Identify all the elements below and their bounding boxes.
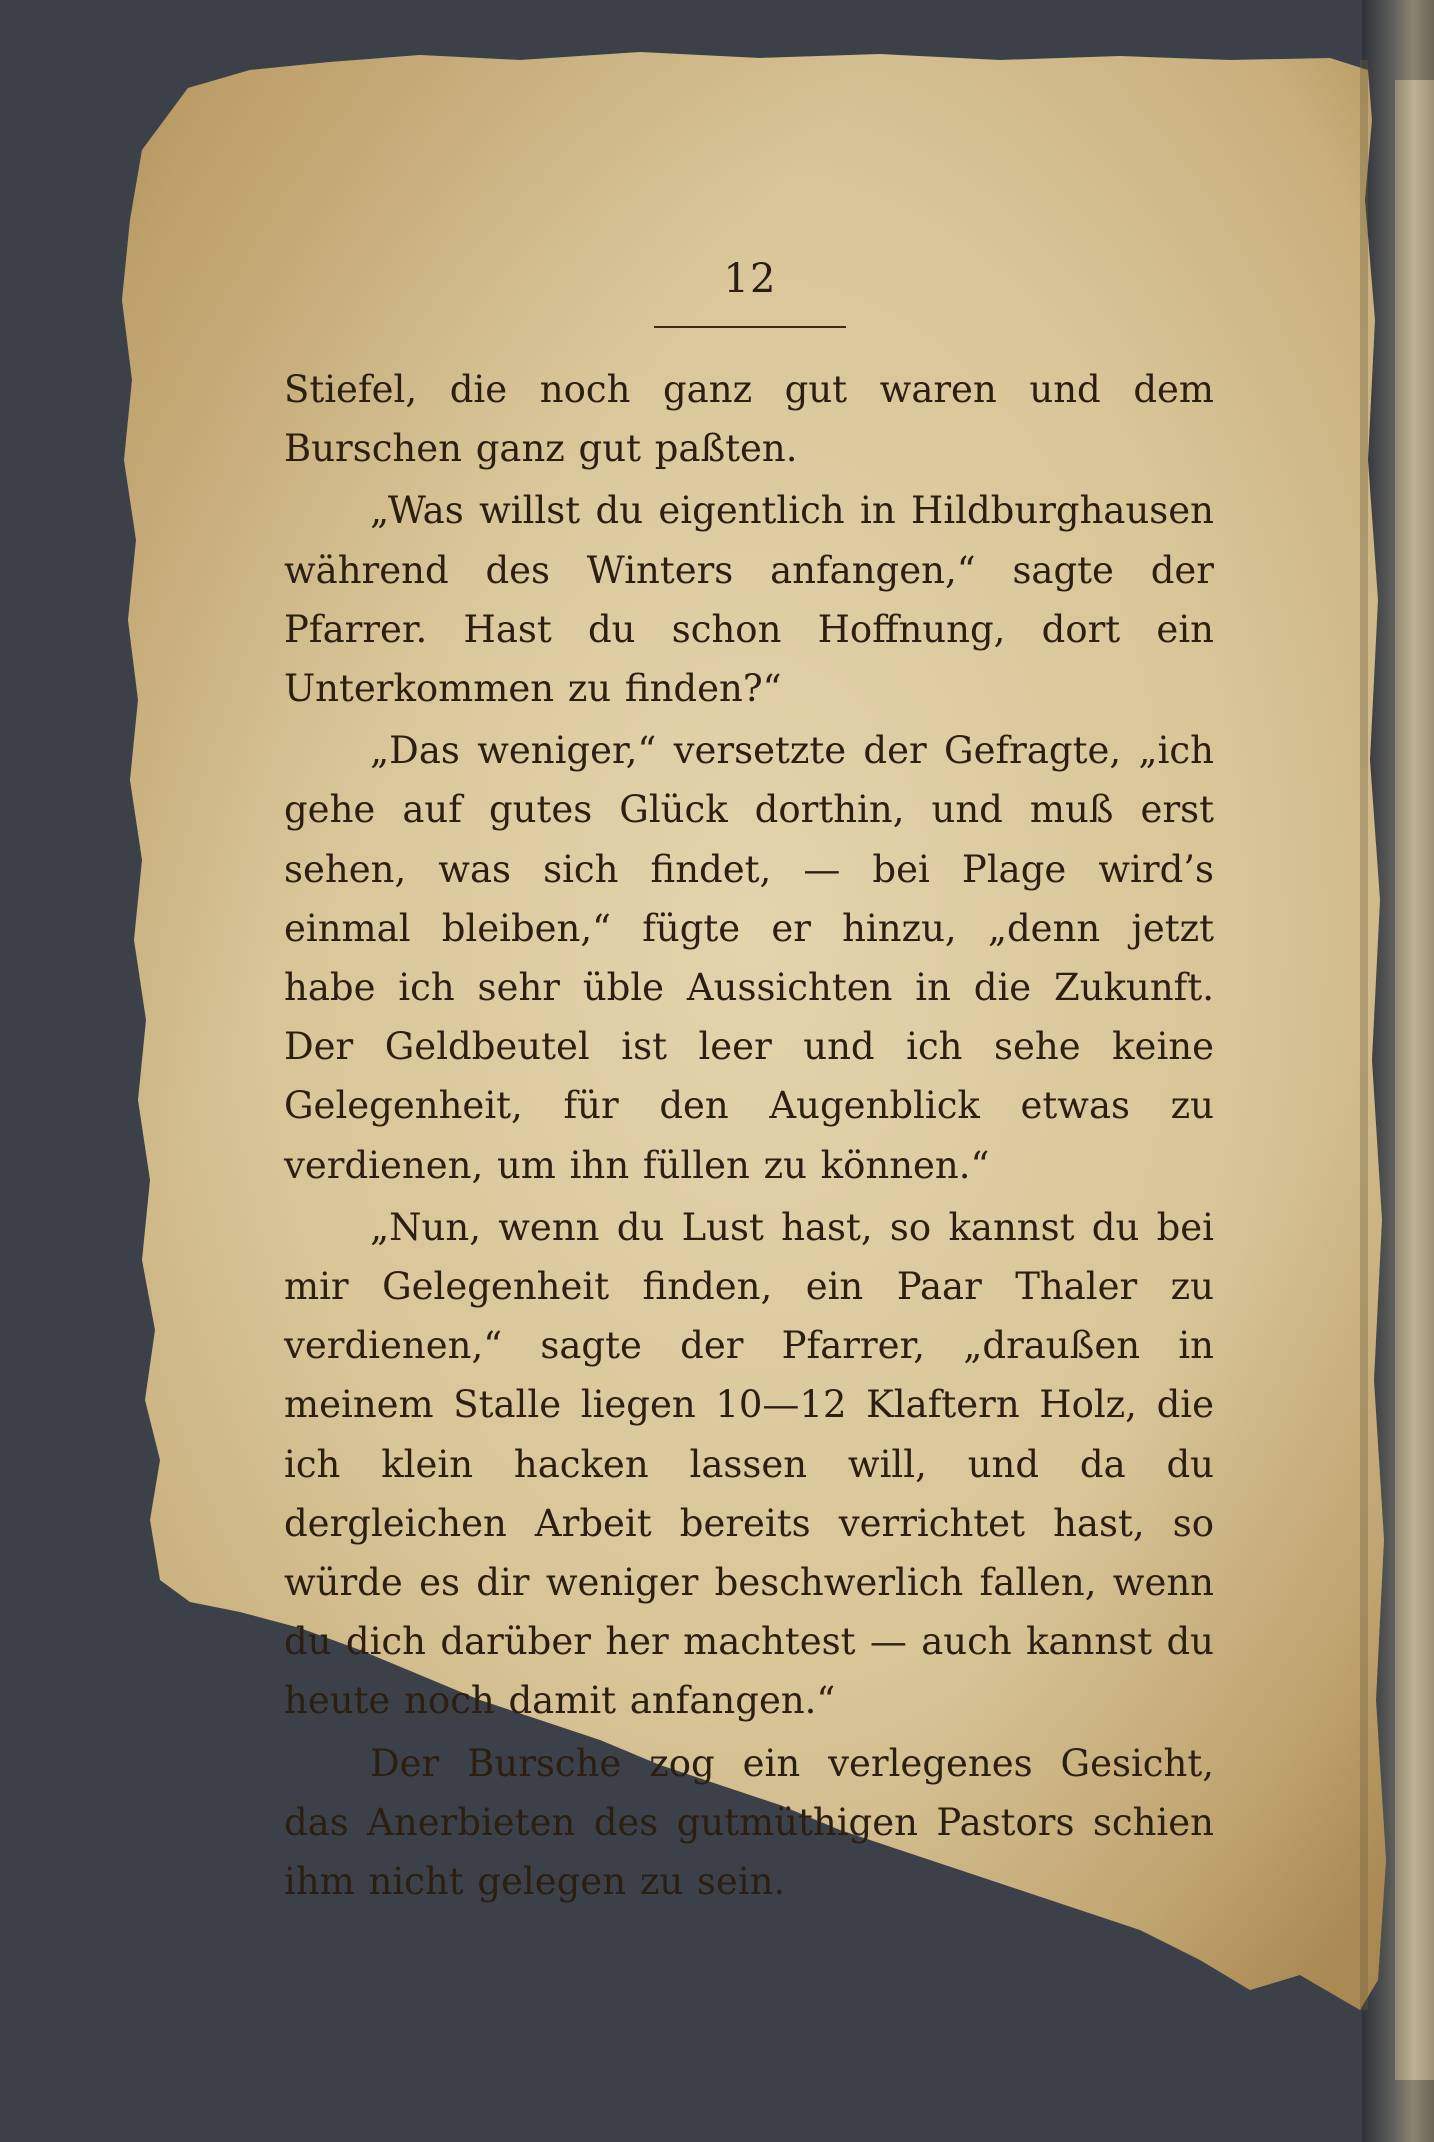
header-rule bbox=[654, 326, 846, 328]
body-text bbox=[284, 360, 1214, 1914]
paragraph: „Was willst du eigentlich in Hildburghausen während des Winters anfangen,“ sagte der Pfarrer. Hast du schon Hoffnung, dort ein Unterkommen zu finden?“ bbox=[284, 489, 1214, 711]
paragraph: „Das weniger,“ versetzte der Gefragte, „ich gehe auf gutes Glück dorthin, und muß erst sehen, was sich findet, — bei Plage wird’s einmal bleiben,“ fügte er hinzu, „denn jetzt habe ich sehr üble Aussichten in die Zukunft. Der Geldbeutel ist leer und ich sehe keine Gelegenheit, für den Augenblick etwas zu verdienen, um ihn füllen zu können.“ bbox=[284, 729, 1214, 1187]
paragraph: Stiefel, die noch ganz gut waren und dem Burschen ganz gut paßten. bbox=[284, 368, 1214, 471]
paragraph: Der Bursche zog ein verlegenes Gesicht, das Anerbieten des gutmüthigen Pastors schien ihm nicht gelegen zu sein. bbox=[284, 1741, 1214, 1904]
right-binding-strip bbox=[1360, 60, 1368, 2010]
page-number: 12 bbox=[723, 256, 777, 302]
paragraph: „Nun, wenn du Lust hast, so kannst du bei mir Gelegenheit finden, ein Paar Thaler zu verdienen,“ sagte der Pfarrer, „draußen in meinem Stalle liegen 10—12 Klaftern Holz, die ich klein hacken lassen will, und da du dergleichen Arbeit bereits verrichtet hast, so würde es dir weniger beschwerlich fallen, wenn du dich darüber her machtest — auch kannst du heute noch damit anfangen.“ bbox=[284, 1205, 1214, 1723]
